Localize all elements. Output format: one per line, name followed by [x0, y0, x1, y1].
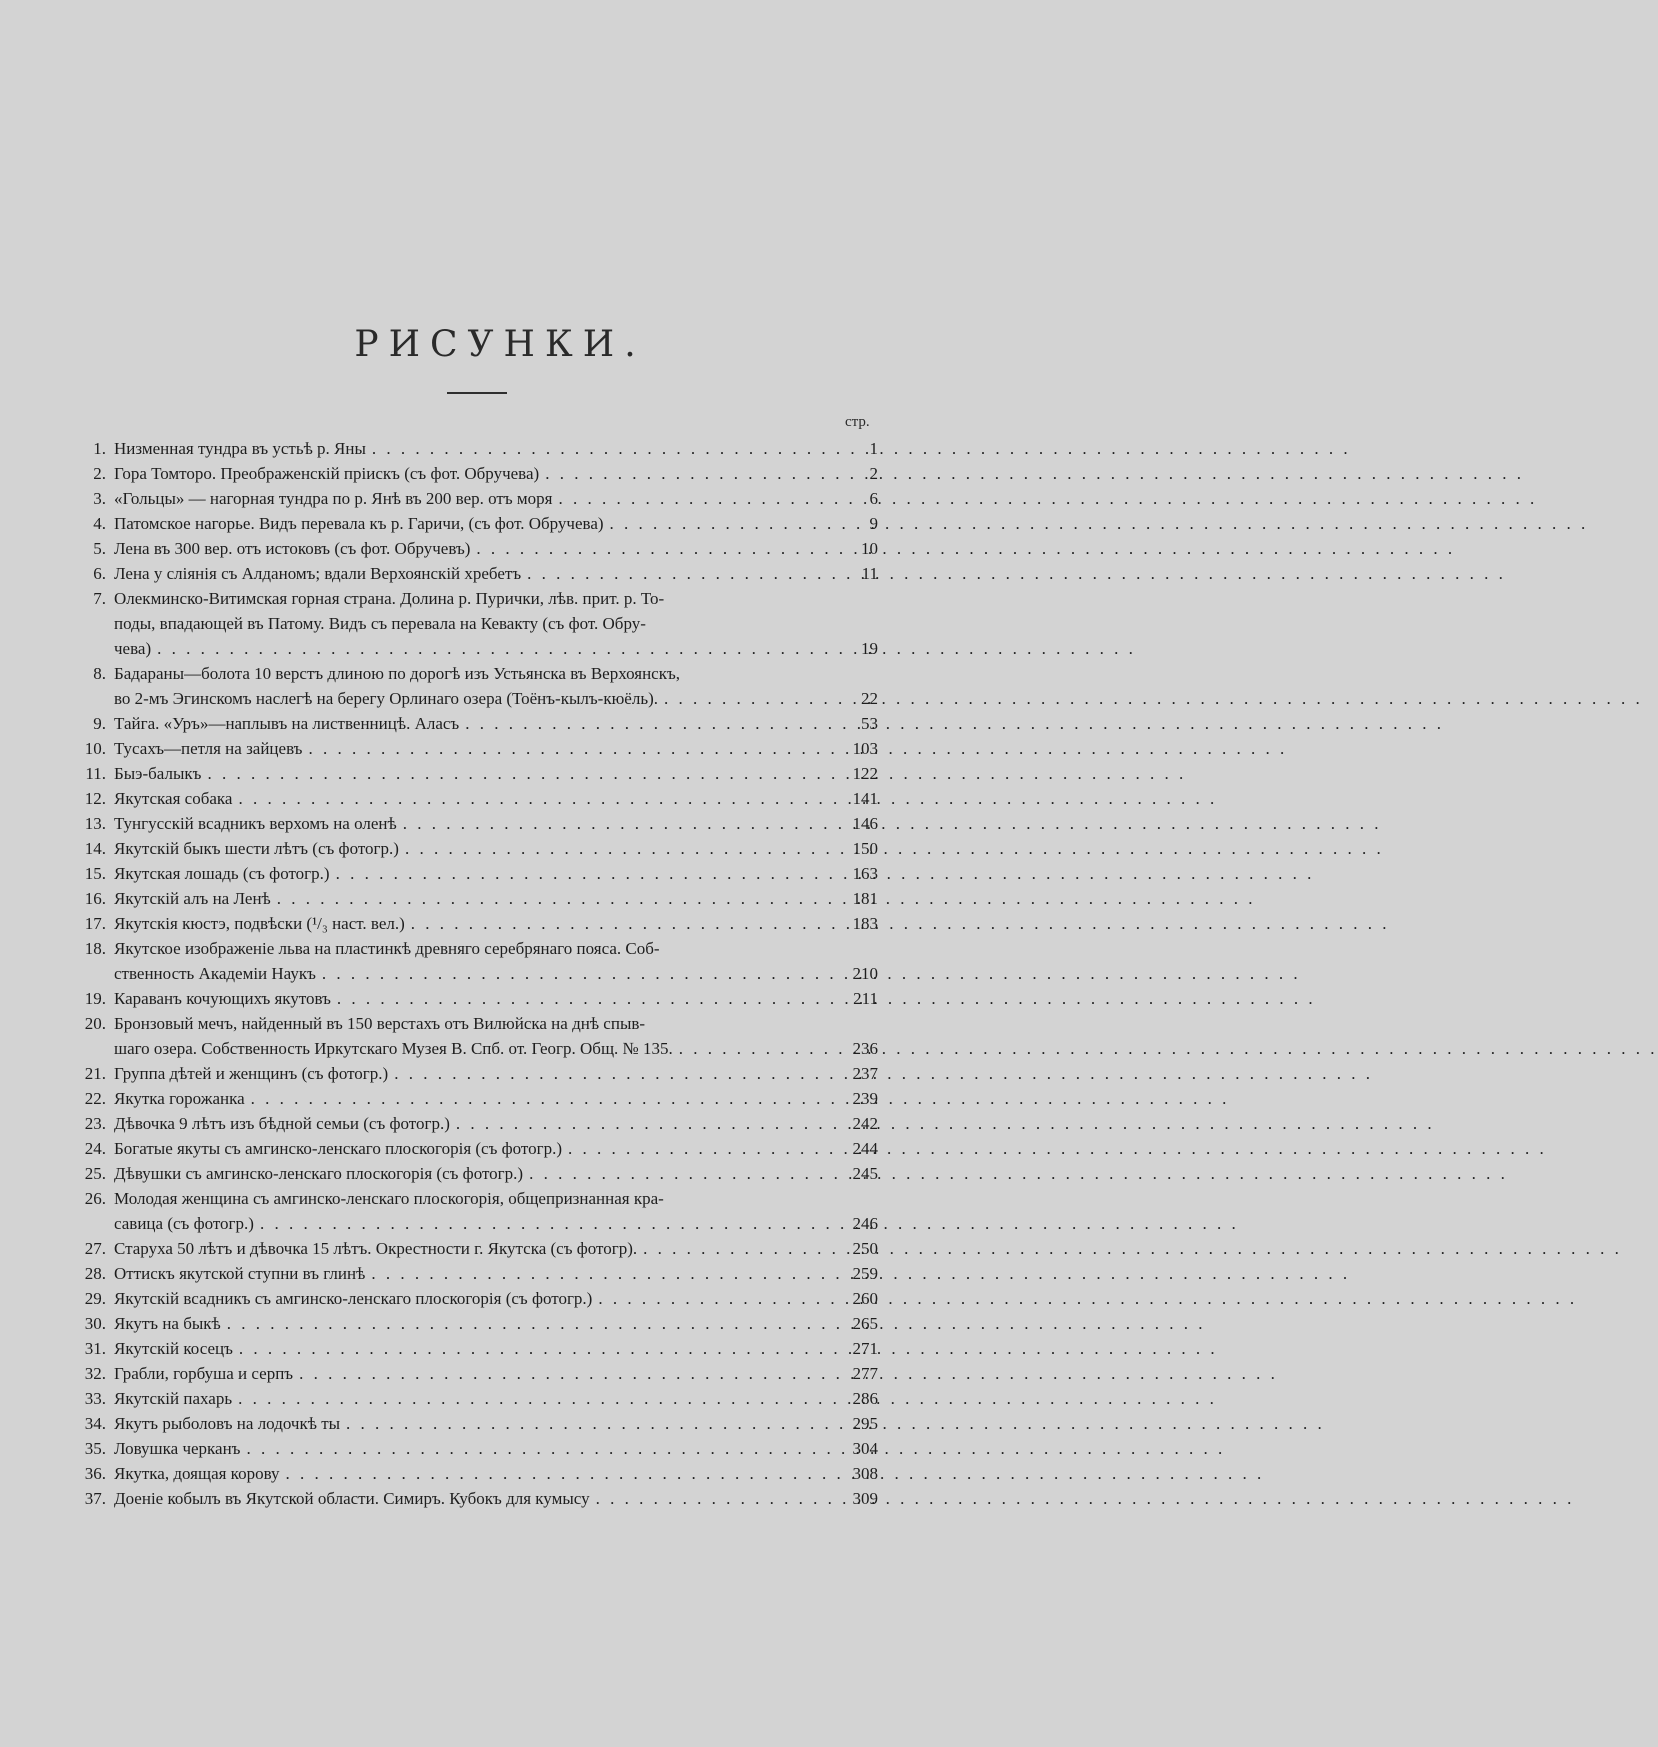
entry-caption-line: Якутъ на быкѣ [114, 1314, 221, 1333]
entry-number: 6. [93, 564, 106, 583]
entry-page-number: 244 [852, 1139, 878, 1158]
entry-number: 30. [84, 1314, 106, 1333]
entry-caption-line: ственность Академіи Наукъ [114, 964, 316, 983]
list-item [78, 1261, 878, 1286]
dot-leader [521, 561, 830, 586]
entry-page-number: 237 [852, 1064, 878, 1083]
entry-number: 8. [93, 664, 106, 683]
entry-page-number: 1 [869, 439, 878, 458]
entry-caption-line: Дѣвушки съ амгинско-ленскаго плоскогорія (съ фотогр.) [114, 1164, 524, 1183]
dot-leader [405, 911, 830, 936]
entry-caption-line: «Гольцы» — нагорная тундра по р. Янѣ въ 200 вер. отъ моря [114, 489, 553, 508]
entry-number: 14. [84, 839, 106, 858]
dot-leader [539, 461, 830, 486]
dot-leader [658, 686, 830, 711]
entry-caption-line: во 2-мъ Эгинскомъ наслегѣ на берегу Орлинаго озера (Тоёнъ-кылъ-кюёль). [114, 689, 658, 708]
entry-caption-line: Якутка, доящая корову [114, 1464, 280, 1483]
dot-leader [637, 1236, 830, 1261]
entry-number: 5. [93, 539, 106, 558]
entry-caption-line: Якутская лошадь (съ фотогр.) [114, 864, 330, 883]
entry-number: 2. [93, 464, 106, 483]
dot-leader [470, 536, 830, 561]
dot-leader [459, 711, 830, 736]
dot-leader [232, 786, 830, 811]
entry-page-number: 250 [852, 1239, 878, 1258]
entry-page-number: 6 [869, 489, 878, 508]
entry-number: 13. [84, 814, 106, 833]
entry-page-number: 260 [852, 1289, 878, 1308]
dot-leader [366, 436, 830, 461]
entry-number: 3. [93, 489, 106, 508]
entry-caption-line: Якутскій косецъ [114, 1339, 233, 1358]
entry-caption-line: Тунгусскій всадникъ верхомъ на оленѣ [114, 814, 397, 833]
list-item [78, 886, 878, 911]
list-item [78, 861, 878, 886]
entry-number: 35. [84, 1439, 106, 1458]
entry-caption-line: поды, впадающей въ Патому. Видъ съ перевала на Кевакту (съ фот. Обру- [114, 614, 646, 633]
list-item [78, 986, 878, 1011]
list-item [78, 1436, 878, 1461]
entry-page-number: 309 [852, 1489, 878, 1508]
list-item [78, 811, 878, 836]
list-item [78, 1361, 878, 1386]
list-item [78, 561, 878, 586]
entry-number: 12. [84, 789, 106, 808]
entry-page-number: 239 [852, 1089, 878, 1108]
entry-caption-line: шаго озера. Собственность Иркутскаго Музея В. Спб. от. Геогр. Общ. № 135. [114, 1039, 673, 1058]
list-item [78, 536, 878, 561]
entry-caption-line: Якутскій всадникъ съ амгинско-ленскаго плоскогорія (съ фотогр.) [114, 1289, 593, 1308]
entry-number: 20. [84, 1014, 106, 1033]
list-item [78, 711, 878, 736]
entry-number: 32. [84, 1364, 106, 1383]
entry-page-number: 210 [852, 964, 878, 983]
list-item [78, 836, 878, 861]
dot-leader [562, 1136, 830, 1161]
dot-leader [604, 511, 830, 536]
entry-caption-line: савица (съ фотогр.) [114, 1214, 254, 1233]
entry-number: 27. [84, 1239, 106, 1258]
entry-number: 23. [84, 1114, 106, 1133]
entry-number: 37. [84, 1489, 106, 1508]
list-item [78, 511, 878, 536]
entry-page-number: 22 [861, 689, 878, 708]
list-item [78, 1061, 878, 1086]
dot-leader [293, 1361, 830, 1386]
entry-number: 19. [84, 989, 106, 1008]
entry-page-number: 211 [853, 989, 878, 1008]
entry-page-number: 183 [852, 914, 878, 933]
entry-page-number: 181 [852, 889, 878, 908]
list-item [78, 1111, 878, 1136]
entry-number: 25. [84, 1164, 106, 1183]
entry-caption-line: Ловушка черканъ [114, 1439, 241, 1458]
entry-number: 29. [84, 1289, 106, 1308]
dot-leader [151, 636, 830, 661]
entry-page-number: 146 [852, 814, 878, 833]
entry-number: 17. [84, 914, 106, 933]
entry-caption-line: Гора Томторо. Преображенскій прiискъ (съ фот. Обручева) [114, 464, 540, 483]
entry-number: 36. [84, 1464, 106, 1483]
entry-page-number: 2 [869, 464, 878, 483]
dot-leader [245, 1086, 830, 1111]
entry-number: 24. [84, 1139, 106, 1158]
dot-leader [330, 861, 830, 886]
dot-leader [271, 886, 830, 911]
entry-caption-line: Лена у сліянія съ Алданомъ; вдали Верхоянскій хребетъ [114, 564, 522, 583]
entry-caption-line: Тайга. «Уръ»—наплывъ на лиственницѣ. Аласъ [114, 714, 460, 733]
entry-caption-line: Старуха 50 лѣтъ и дѣвочка 15 лѣтъ. Окрестности г. Якутска (съ фотогр). [114, 1239, 638, 1258]
dot-leader [233, 1336, 830, 1361]
entry-number: 4. [93, 514, 106, 533]
dot-leader [331, 986, 830, 1011]
list-item [78, 461, 878, 486]
entry-caption-line: Якутскій пахарь [114, 1389, 233, 1408]
entry-number: 28. [84, 1264, 106, 1283]
entry-caption-line: Якутъ рыболовъ на лодочкѣ ты [114, 1414, 341, 1433]
entry-page-number: 53 [861, 714, 878, 733]
entry-caption-line: Быэ-балыкъ [114, 764, 202, 783]
entry-caption-line: Караванъ кочующихъ якутовъ [114, 989, 331, 1008]
list-item [78, 786, 878, 811]
entry-number: 22. [84, 1089, 106, 1108]
dot-leader [673, 1036, 830, 1061]
list-item [78, 1086, 878, 1111]
entry-page-number: 11 [861, 564, 878, 583]
entry-caption-line: Низменная тундра въ устьѣ р. Яны [114, 439, 366, 458]
entry-page-number: 9 [869, 514, 878, 533]
list-item [78, 1461, 878, 1486]
entry-page-number: 122 [852, 764, 878, 783]
entry-caption-line: Якутскій быкъ шести лѣтъ (съ фотогр.) [114, 839, 399, 858]
dot-leader [240, 1436, 830, 1461]
entry-page-number: 141 [852, 789, 878, 808]
entry-caption-line: Якутскія кюстэ, подвѣски (¹/₃ наст. вел.) [114, 914, 405, 933]
dot-leader [201, 761, 830, 786]
list-item [78, 1286, 878, 1311]
list-item [78, 1161, 878, 1186]
entry-page-number: 259 [852, 1264, 878, 1283]
entry-page-number: 236 [852, 1039, 878, 1058]
dot-leader [399, 836, 830, 861]
entry-number: 33. [84, 1389, 106, 1408]
entry-caption-line: Тусахъ—петля на зайцевъ [114, 739, 303, 758]
list-item [78, 1411, 878, 1436]
list-item [78, 1386, 878, 1411]
page-title: РИСУНКИ. [354, 324, 646, 365]
entry-caption-line: Группа дѣтей и женщинъ (съ фотогр.) [114, 1064, 389, 1083]
entry-number: 21. [84, 1064, 106, 1083]
entry-caption-line: Лена въ 300 вер. отъ истоковъ (съ фот. Обручевъ) [114, 539, 471, 558]
entry-caption-line: Бадараны—болота 10 верстъ длиною по дорогѣ изъ Устьянска въ Верхоянскъ, [114, 664, 681, 683]
entry-caption-line: Якутскій алъ на Ленѣ [114, 889, 271, 908]
entry-page-number: 277 [852, 1364, 878, 1383]
list-item [78, 1186, 878, 1236]
entry-page-number: 308 [852, 1464, 878, 1483]
title-underline [447, 392, 507, 394]
entry-page-number: 271 [852, 1339, 878, 1358]
dot-leader [523, 1161, 830, 1186]
dot-leader [365, 1261, 830, 1286]
entry-caption-line: Богатые якуты съ амгинско-ленскаго плоскогорія (съ фотогр.) [114, 1139, 563, 1158]
list-item [78, 1236, 878, 1261]
list-item [78, 1011, 878, 1061]
entry-caption-line: Якутское изображеніе льва на пластинкѣ древняго серебрянаго пояса. Соб- [114, 939, 660, 958]
entry-page-number: 10 [861, 539, 878, 558]
entry-page-number: 246 [852, 1214, 878, 1233]
list-item [78, 586, 878, 661]
entry-number: 11. [85, 764, 106, 783]
dot-leader [388, 1061, 830, 1086]
entry-page-number: 265 [852, 1314, 878, 1333]
entry-page-number: 245 [852, 1164, 878, 1183]
dot-leader [590, 1486, 830, 1511]
entry-caption-line: Доеніе кобылъ въ Якутской области. Симиръ. Кубокъ для кумысу [114, 1489, 590, 1508]
entry-caption-line: Оттискъ якутской ступни въ глинѣ [114, 1264, 366, 1283]
dot-leader [552, 486, 830, 511]
list-item [78, 1336, 878, 1361]
entry-caption-line: Олекминско-Витимская горная страна. Долина р. Пурички, лѣв. прит. р. То- [114, 589, 665, 608]
entry-caption-line: Якутская собака [114, 789, 233, 808]
list-item [78, 436, 878, 461]
entry-number: 16. [84, 889, 106, 908]
entry-page-number: 19 [861, 639, 878, 658]
list-item [78, 1136, 878, 1161]
entry-caption-line: Патомское нагорье. Видъ перевала къ р. Гаричи, (съ фот. Обручева) [114, 514, 604, 533]
list-item [78, 936, 878, 986]
list-item [78, 911, 878, 936]
entry-number: 26. [84, 1189, 106, 1208]
entry-page-number: 150 [852, 839, 878, 858]
list-item [78, 736, 878, 761]
entry-page-number: 242 [852, 1114, 878, 1133]
dot-leader [450, 1111, 830, 1136]
dot-leader [316, 961, 830, 986]
dot-leader [221, 1311, 830, 1336]
dot-leader [302, 736, 830, 761]
dot-leader [592, 1286, 830, 1311]
dot-leader [232, 1386, 830, 1411]
page-column-label: стр. [845, 414, 870, 430]
entry-number: 18. [84, 939, 106, 958]
list-item [78, 1486, 878, 1511]
list-item [78, 486, 878, 511]
entry-number: 9. [93, 714, 106, 733]
entry-number: 7. [93, 589, 106, 608]
entry-caption-line: Грабли, горбуша и серпъ [114, 1364, 294, 1383]
entry-page-number: 286 [852, 1389, 878, 1408]
entry-caption-line: Молодая женщина съ амгинско-ленскаго плоскогорія, общепризнанная кра- [114, 1189, 664, 1208]
entry-caption-line: Якутка горожанка [114, 1089, 245, 1108]
entry-page-number: 163 [852, 864, 878, 883]
list-item [78, 661, 878, 711]
entry-caption-line: чева) [114, 639, 152, 658]
entry-page-number: 304 [852, 1439, 878, 1458]
entry-caption-line: Дѣвочка 9 лѣтъ изъ бѣдной семьи (съ фотогр.) [114, 1114, 450, 1133]
dot-leader [397, 811, 830, 836]
list-item [78, 761, 878, 786]
entry-number: 15. [84, 864, 106, 883]
entry-number: 10. [84, 739, 106, 758]
entry-caption-line: Бронзовый мечъ, найденный въ 150 верстахъ отъ Вилюйска на днѣ спыв- [114, 1014, 646, 1033]
illustrations-list [78, 436, 878, 1511]
entry-number: 34. [84, 1414, 106, 1433]
entry-page-number: 295 [852, 1414, 878, 1433]
dot-leader [280, 1461, 830, 1486]
entry-number: 1. [93, 439, 106, 458]
entry-page-number: 103 [852, 739, 878, 758]
dot-leader [254, 1211, 830, 1236]
list-item [78, 1311, 878, 1336]
dot-leader [340, 1411, 830, 1436]
entry-number: 31. [84, 1339, 106, 1358]
